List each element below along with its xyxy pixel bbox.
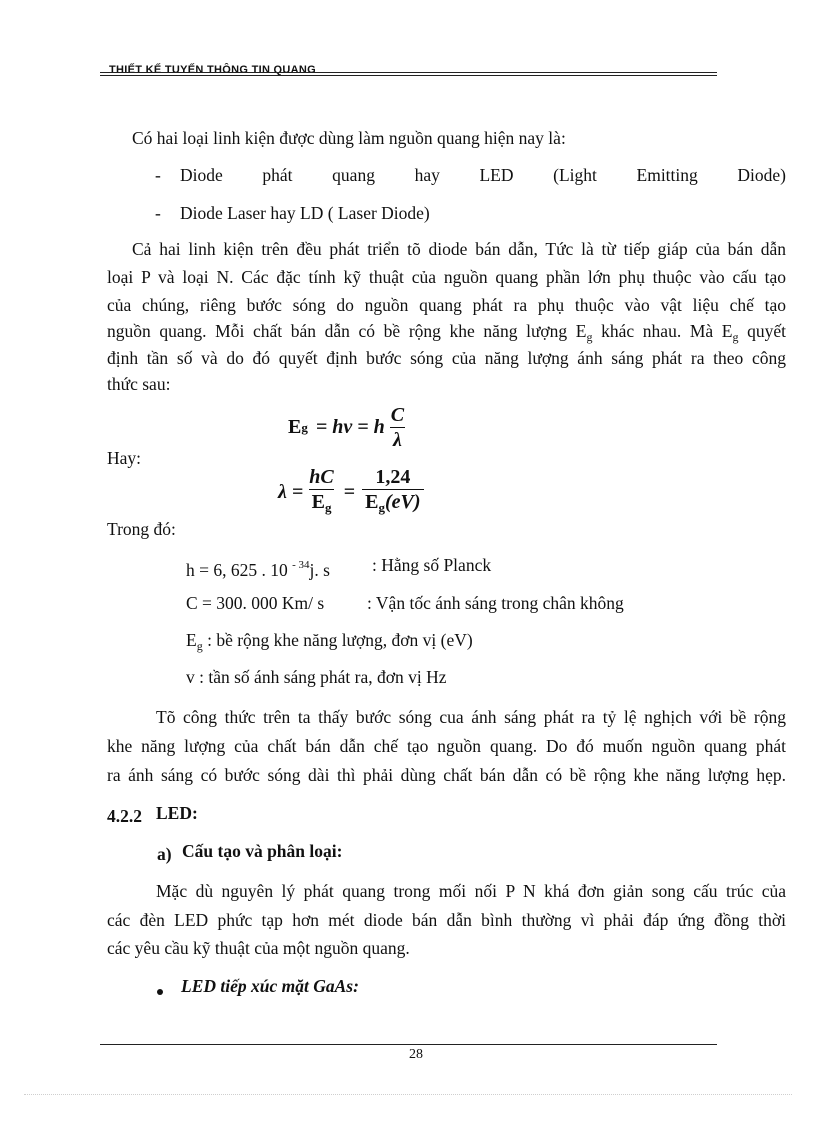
list-item-1-word: hay: [414, 165, 440, 185]
hay-label: Hay:: [107, 448, 142, 468]
formula-eg: E g = hν = h $\frac{C}{\lambda}$: [288, 404, 405, 451]
paragraph1-line3: của chúng, riêng bước sóng do nguồn quang phát ra phụ thuộc vào vật liệu chế tạo: [107, 295, 786, 315]
planck-desc: : Hằng số Planck: [372, 555, 492, 575]
bullet-icon: [157, 983, 163, 1001]
intro-line: Có hai loại linh kiện được dùng làm nguồn quang hiện nay là:: [132, 128, 566, 148]
section-number: 4.2.2: [107, 806, 142, 826]
list-item-1-word: (Light: [553, 165, 597, 185]
bullet-item: LED tiếp xúc mặt GaAs:: [181, 976, 359, 996]
paragraph1-line1: Cả hai linh kiện trên đều phát triển tõ diode bán dẫn, Tức là từ tiếp giáp của bán dẫn: [132, 239, 786, 259]
paragraph3-line1: Mặc dù nguyên lý phát quang trong mối nối P N khá đơn giản song cấu trúc của: [156, 881, 786, 901]
paragraph2-line2: khe năng lượng của chất bán dẫn chế tạo nguồn quang. Do đó muốn nguồn quang phát: [107, 736, 786, 756]
paragraph1-line4: nguồn quang. Mỗi chất bán dẫn có bề rộng khe năng lượng $E_g$ khác nhau. Mà $E_g$ quyết: [107, 321, 786, 344]
paragraph2-line1: Tõ công thức trên ta thấy bước sóng cua ánh sáng phát ra tỷ lệ nghịch với bề rộng: [156, 707, 786, 727]
list-item-1-word: phát: [262, 165, 293, 185]
header-rule-bottom: [100, 75, 717, 76]
bandgap-line: $E_g$ : bề rộng khe năng lượng, đơn vị (eV): [186, 630, 473, 653]
list-item-1: [180, 164, 786, 186]
light-speed-desc: : Vận tốc ánh sáng trong chân không: [367, 593, 624, 613]
paragraph1-line5: định tần số và do đó quyết định bước sóng của năng lượng ánh sáng phát ra theo công: [107, 348, 786, 368]
list-item-1-word: Diode: [180, 165, 223, 185]
list-item-2: Diode Laser hay LD ( Laser Diode): [180, 203, 430, 223]
paragraph1-line2: loại P và loại N. Các đặc tính kỹ thuật của nguồn quang phần lớn phụ thuộc vào cấu tạo: [107, 267, 786, 287]
page-number: 28: [409, 1047, 423, 1062]
planck-value: h = 6, 625 . 10 $^{- 34}$j. s: [186, 559, 330, 580]
subsection-marker: a): [157, 844, 172, 864]
list-marker-2: -: [155, 203, 161, 223]
list-item-1-word: LED: [479, 165, 514, 185]
page-bottom-border: [24, 1094, 792, 1095]
list-item-1-word: Emitting: [636, 165, 698, 185]
light-speed-value: C = 300. 000 Km/ s: [186, 593, 325, 613]
footer-rule: [100, 1044, 717, 1045]
list-item-1-word: Diode): [737, 165, 786, 185]
where-label: Trong đó:: [107, 519, 176, 539]
formula-lambda: λ = $\frac{hC}{E_g}$ = $\frac{1,24}{E_g(eV)}$: [278, 467, 427, 518]
paragraph3-line3: các yêu cầu kỹ thuật của một nguồn quang.: [107, 938, 410, 958]
paragraph3-line2: các đèn LED phức tạp hơn mét diode bán dẫn bình thường vì phải đáp ứng đồng thời: [107, 910, 786, 930]
section-title: LED:: [156, 803, 198, 823]
list-item-1-word: quang: [332, 165, 375, 185]
frequency-line: v : tần số ánh sáng phát ra, đơn vị Hz: [186, 667, 447, 687]
paragraph2-line3: ra ánh sáng có bước sóng dài thì phải dùng chất bán dẫn có bề rộng khe năng lượng hẹp.: [107, 765, 786, 785]
subsection-title: Cấu tạo và phân loại:: [182, 841, 343, 861]
running-header: THIẾT KẾ TUYẾN THÔNG TIN QUANG: [109, 64, 316, 76]
header-rule-top: [100, 72, 717, 73]
list-marker-1: -: [155, 165, 161, 185]
paragraph1-line6: thức sau:: [107, 374, 171, 394]
